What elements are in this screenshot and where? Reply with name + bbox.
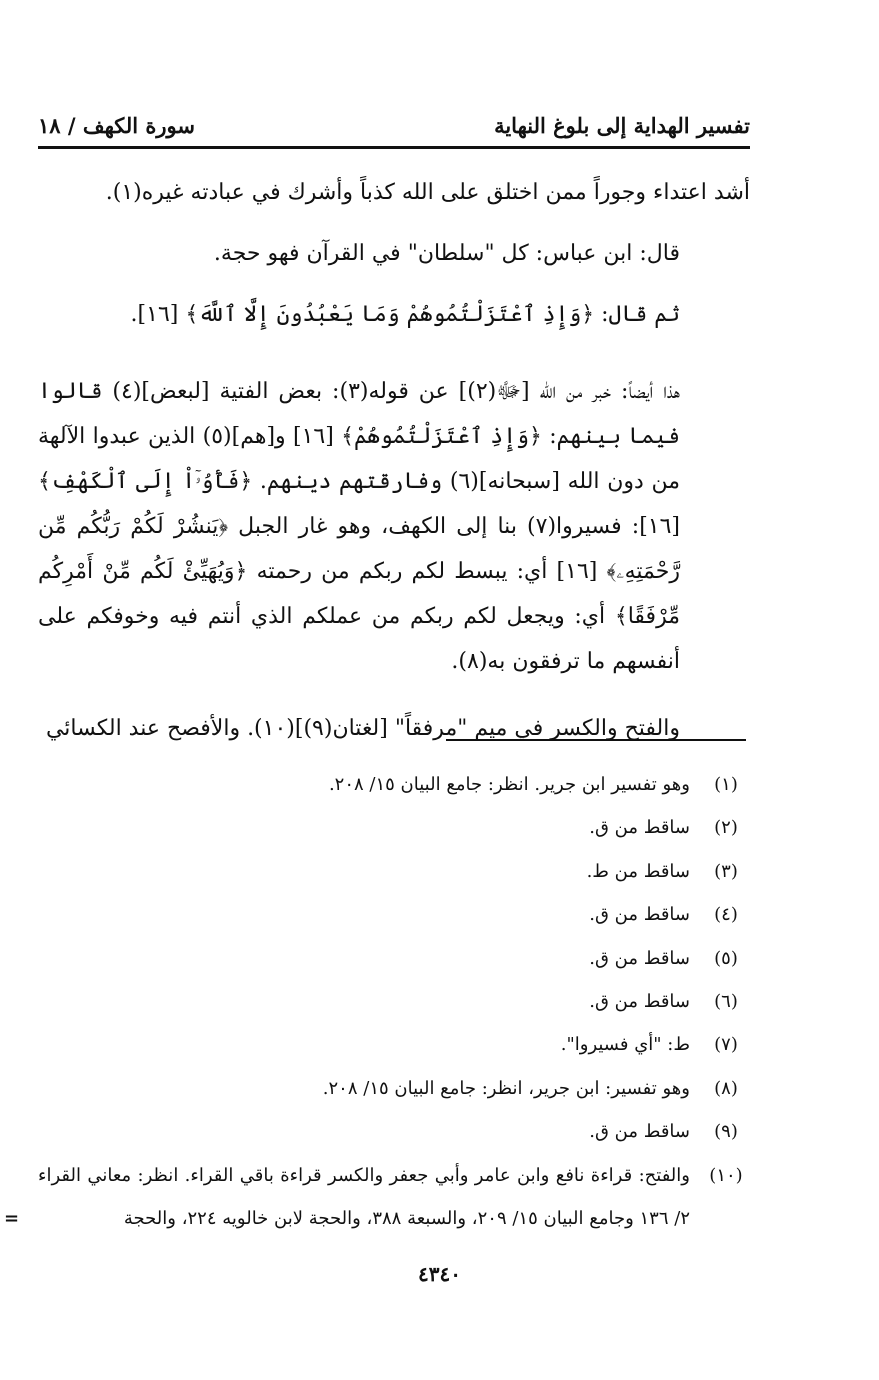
footnote-number: (٩): [714, 1121, 738, 1143]
footnote-number: (١٠): [709, 1164, 743, 1186]
page-number: ٤٣٤٠: [418, 1262, 461, 1286]
footnote-text: ساقط من ق.: [589, 817, 690, 839]
paragraph: ثم قال: ﴿وَإِذِ ٱعْتَزَلْتُمُوهُمْ وَمَا يَعْبُدُونَ إِلَّا ٱللَّهَ﴾ [١٦].: [130, 302, 680, 327]
footnote-text: ط: "أي فسيروا".: [560, 1034, 690, 1056]
footnote-number: (٥): [714, 947, 738, 969]
header-divider: [38, 146, 750, 149]
footnote-number: (٧): [714, 1034, 738, 1056]
footnote-number: (٢): [714, 817, 738, 839]
footnote: [38, 893, 750, 936]
footnote: [38, 1023, 750, 1066]
footnote-text: ساقط من ق.: [589, 904, 690, 926]
footnote-number: (٨): [714, 1077, 738, 1099]
footnote: [38, 806, 750, 849]
footnote-number: (٤): [714, 904, 738, 926]
footnote: [38, 1154, 750, 1241]
continuation-mark: =: [4, 1208, 20, 1229]
footnote: [38, 1110, 750, 1153]
footnote: [38, 850, 750, 893]
footnote-text: ساقط من ق.: [589, 1121, 690, 1143]
running-header: [38, 108, 750, 142]
main-text: [38, 170, 750, 751]
footnote-number: (٦): [714, 991, 738, 1013]
footnotes: [38, 763, 750, 1240]
paragraph: هذا أيضاً: خبر من الله [ﷻ(٢)] عن قوله(٣): بعض الفتية [لبعض](٤) قالوا فيما بينهم: ﴿وَإِذِ ٱعْتَزَلْتُمُوهُمْ﴾ [١٦] و[هم](٥) الذين عبدوا الآلهة من دون الله [سبحانه](٦) وفارقتهم دينهم. ﴿فَأْوُۥٓاْ إِلَى ٱلْكَهْفِ﴾ [١٦]: فسيروا(٧) بنا إلى الكهف، وهو غار الجبل ﴿يَنشُرْ لَكُمْ رَبُّكُم مِّن رَّحْمَتِهِۦ﴾ [١٦] أي: يبسط لكم ربكم من رحمته ﴿وَيُهَيِّئْ لَكُم مِّنْ أَمْرِكُم مِّرْفَقًا﴾ أي: ويجعل لكم ربكم من عملكم الذي أنتم فيه وخوفكم على أنفسهم ما ترفقون به(٨).: [38, 379, 681, 674]
footnote-text: ساقط من ق.: [589, 947, 690, 969]
footnote-number: (٣): [714, 860, 738, 882]
footnote: [38, 937, 750, 980]
paragraph: قال: ابن عباس: كل "سلطان" في القرآن فهو حجة.: [213, 241, 680, 266]
paragraph: أشد اعتداء وجوراً ممن اختلق على الله كذباً وأشرك في عبادته غيره(١).: [105, 180, 750, 205]
footnote-text: ساقط من ط.: [586, 860, 690, 882]
footnote: [38, 1067, 750, 1110]
footnote: [38, 980, 750, 1023]
footnote-text: والفتح: قراءة نافع وابن عامر وأبي جعفر والكسر قراءة باقي القراء. انظر: معاني القراء ٢/ ١٣٦ وجامع البيان ١٥/ ٢٠٩، والسبعة ٣٨٨، والحجة لابن خالويه ٢٢٤، والحجة: [38, 1164, 690, 1230]
footnote-text: ساقط من ق.: [589, 991, 690, 1013]
footnote-divider: [446, 739, 746, 741]
footnote-text: وهو تفسير ابن جرير. انظر: جامع البيان ١٥/ ٢٠٨.: [328, 774, 690, 795]
book-title: تفسير الهداية إلى بلوغ النهاية: [494, 112, 750, 138]
footnote-number: (١): [714, 774, 738, 795]
surah-label: سورة الكهف / ١٨: [38, 112, 196, 138]
footnote: [38, 763, 750, 806]
footnote-text: وهو تفسير: ابن جرير، انظر: جامع البيان ١٥/ ٢٠٨.: [322, 1077, 690, 1099]
paragraph: والفتح والكسر في ميم "مرفقاً" [لغتان(٩)](١٠). والأفصح عند الكسائي: [45, 716, 680, 741]
